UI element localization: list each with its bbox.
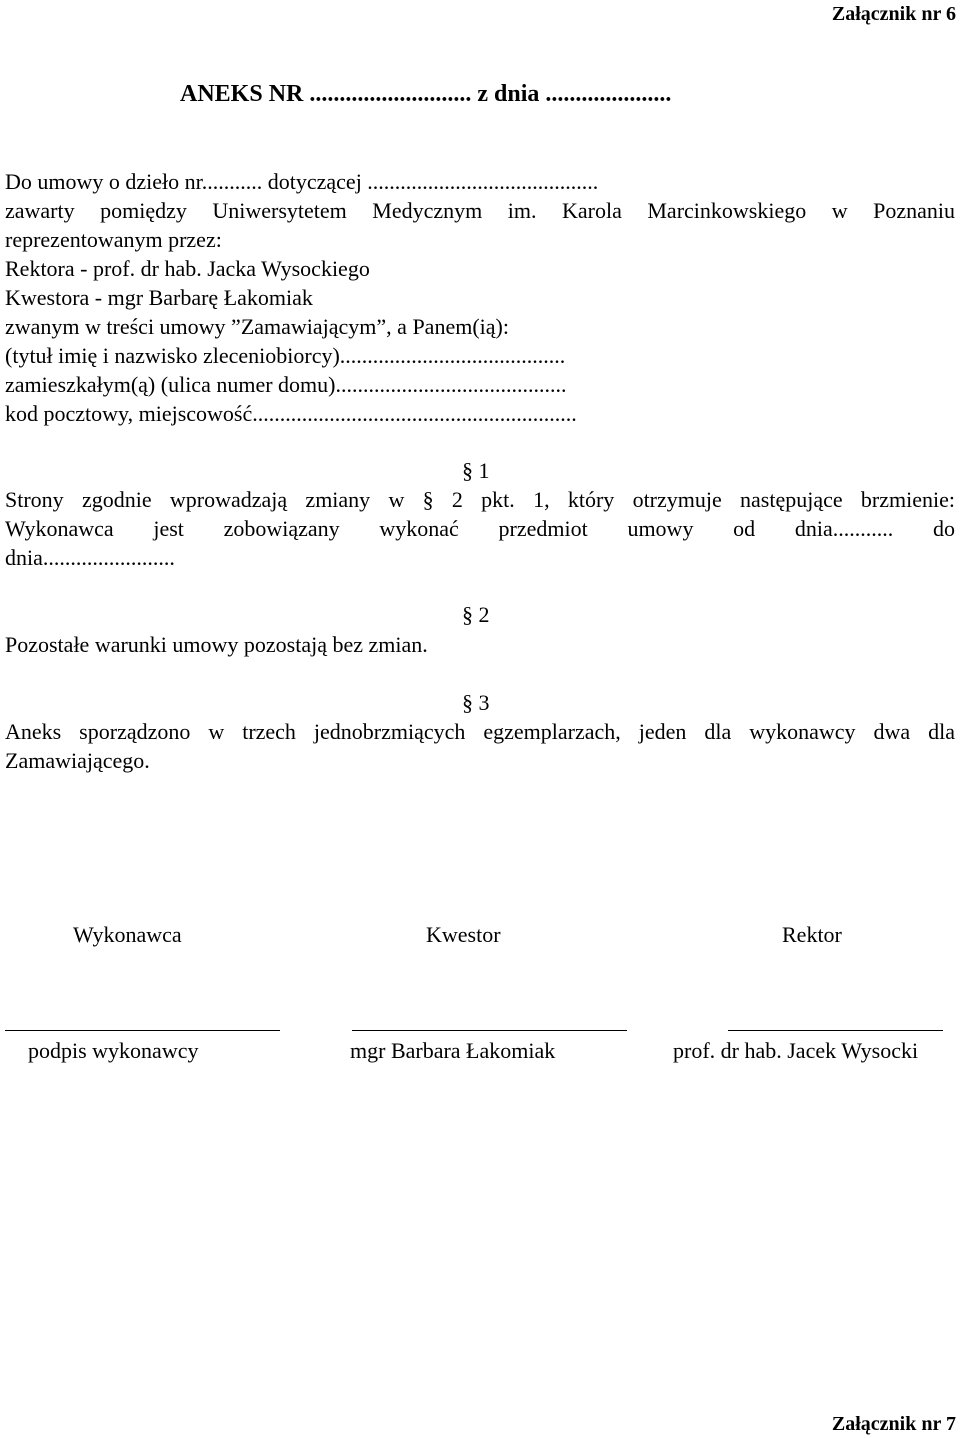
intro-line: (tytuł imię i nazwisko zleceniobiorcy)......................................... bbox=[5, 343, 566, 368]
contractor-signature-line bbox=[5, 1030, 280, 1031]
intro-line: kod pocztowy, miejscowość........................................................... bbox=[5, 401, 577, 426]
section-2-line: Pozostałe warunki umowy pozostają bez zmian. bbox=[5, 632, 428, 657]
section-3-line: Zamawiającego. bbox=[5, 748, 150, 773]
annex-label-bottom: Załącznik nr 7 bbox=[831, 1413, 956, 1435]
rector-signature-line bbox=[728, 1030, 943, 1031]
section-3-line: Aneks sporządzono w trzech jednobrzmiących egzemplarzach, jeden dla wykonawcy dwa dla bbox=[5, 719, 955, 744]
intro-line: zawarty pomiędzy Uniwersytetem Medycznym im. Karola Marcinkowskiego w Poznaniu bbox=[5, 198, 955, 223]
quaestor-signature-name: mgr Barbara Łakomiak bbox=[350, 1038, 556, 1063]
intro-line: reprezentowanym przez: bbox=[5, 227, 222, 252]
intro-line: Do umowy o dzieło nr........... dotyczącej .......................................... bbox=[5, 169, 599, 194]
section-1-line: dnia........................ bbox=[5, 545, 175, 570]
rector-title: Rektor bbox=[782, 922, 842, 947]
section-symbol-2: § 2 bbox=[462, 602, 490, 627]
section-symbol-3: § 3 bbox=[462, 690, 490, 715]
section-symbol-1: § 1 bbox=[462, 458, 490, 483]
intro-line: Kwestora - mgr Barbarę Łakomiak bbox=[5, 285, 313, 310]
section-1-line: Wykonawca jest zobowiązany wykonać przedmiot umowy od dnia........... do bbox=[5, 516, 955, 541]
quaestor-title: Kwestor bbox=[426, 922, 501, 947]
intro-line: zwanym w treści umowy ”Zamawiającym”, a Panem(ią): bbox=[5, 314, 509, 339]
contractor-signature-name: podpis wykonawcy bbox=[28, 1038, 199, 1063]
section-1-line: Strony zgodnie wprowadzają zmiany w § 2 pkt. 1, który otrzymuje następujące brzmienie: bbox=[5, 487, 955, 512]
intro-line: Rektora - prof. dr hab. Jacka Wysockiego bbox=[5, 256, 370, 281]
quaestor-signature-line bbox=[352, 1030, 627, 1031]
contractor-title: Wykonawca bbox=[73, 922, 182, 947]
annex-label-top: Załącznik nr 6 bbox=[831, 3, 956, 25]
intro-line: zamieszkałym(ą) (ulica numer domu).......................................... bbox=[5, 372, 567, 397]
rector-signature-name: prof. dr hab. Jacek Wysocki bbox=[673, 1038, 919, 1063]
document-title: ANEKS NR ........................... z dnia ..................... bbox=[180, 81, 672, 107]
